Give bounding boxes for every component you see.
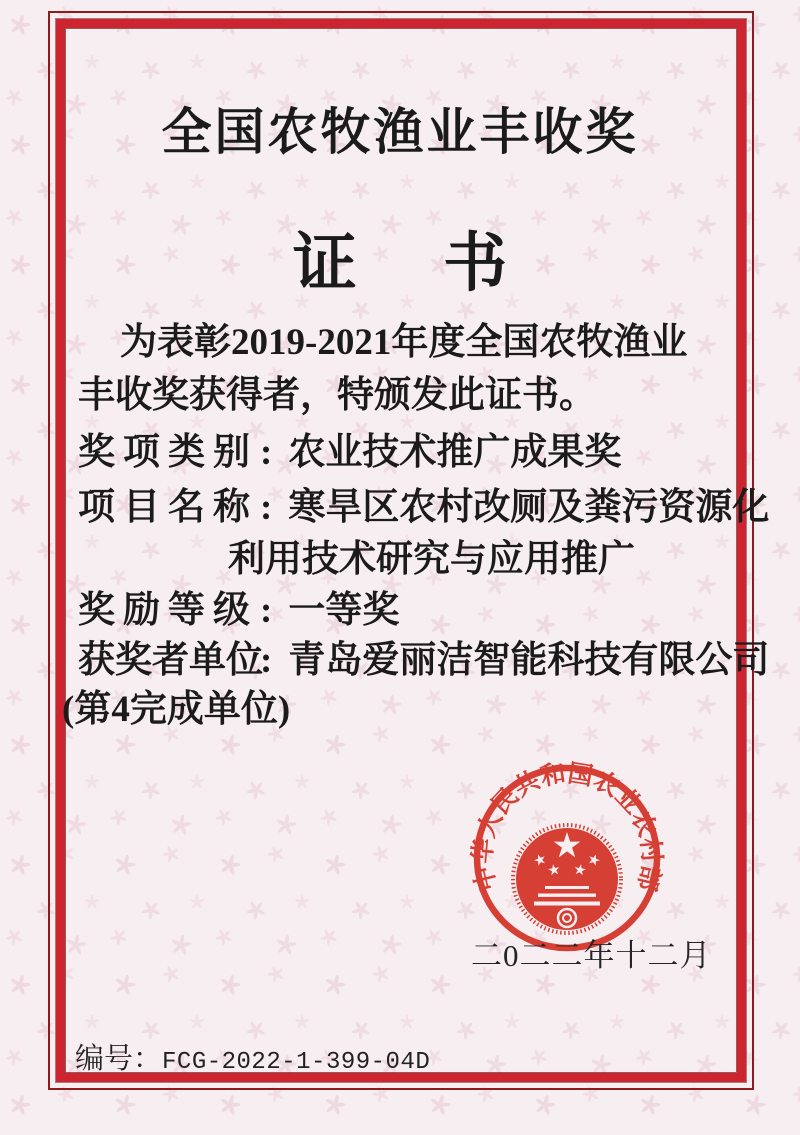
intro-line-2: 丰收奖获得者，特颁发此证书。	[78, 375, 596, 416]
field-value: 寒旱区农村改厕及粪污资源化	[288, 487, 770, 528]
serial-label: 编号：	[75, 1043, 163, 1075]
field-value: 农业技术推广成果奖	[288, 432, 622, 473]
field-value-continuation: 利用技术研究与应用推广	[228, 539, 635, 580]
certificate-heading: 证书	[292, 228, 594, 299]
intro-paragraph	[78, 316, 742, 422]
field-value: 青岛爱丽洁智能科技有限公司	[288, 640, 770, 681]
serial-value: FCG-2022-1-399-04D	[162, 1049, 431, 1076]
field-colon: :	[260, 432, 273, 473]
field-colon: :	[260, 640, 273, 681]
field-row-project-name	[78, 476, 769, 530]
field-row-awardee-unit	[78, 629, 769, 683]
field-label: 项目名称	[78, 487, 250, 528]
emblem-gate-bar	[538, 894, 596, 897]
field-label: 获奖者单位	[78, 640, 263, 681]
seal-ring-text: 中华人民共和国农业农村部	[469, 760, 665, 894]
field-colon: :	[260, 590, 273, 631]
awardee-rank-note: (第4完成单位)	[62, 689, 291, 730]
award-title: 全国农牧渔业丰收奖	[161, 104, 639, 160]
field-label: 奖项类别	[78, 432, 250, 473]
field-row-award-grade	[78, 579, 399, 633]
emblem-gate-bar	[545, 886, 589, 889]
emblem-gate-bar	[534, 902, 600, 906]
issue-date: 二0二二年十二月	[471, 938, 712, 973]
intro-line-1: 为表彰2019-2021年度全国农牧渔业	[120, 322, 688, 363]
field-label: 奖励等级	[78, 590, 250, 631]
field-row-award-category	[78, 421, 621, 475]
field-colon: :	[260, 487, 273, 528]
serial-number-line	[75, 1036, 430, 1077]
field-value: 一等奖	[288, 590, 400, 631]
national-emblem	[513, 825, 621, 933]
